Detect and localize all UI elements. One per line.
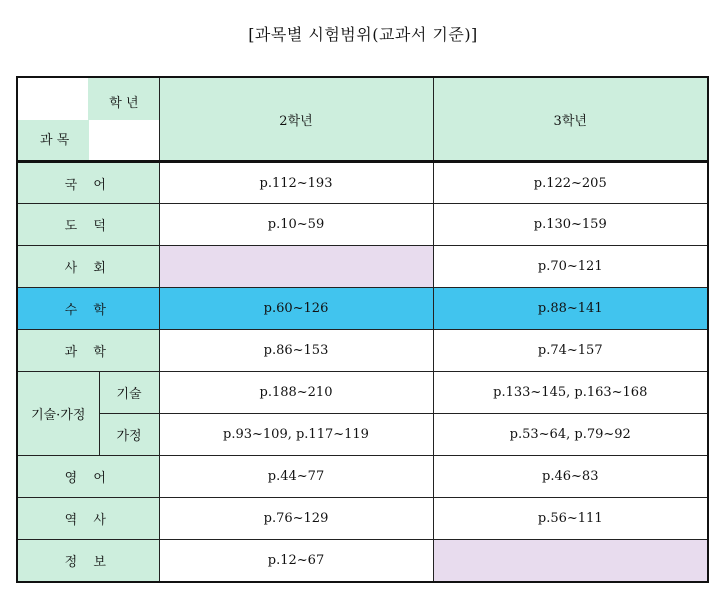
page-title: [과목별 시험범위(교과서 기준)] bbox=[248, 25, 478, 44]
subject-cell: 영 어 bbox=[17, 456, 159, 498]
subject-cell: 국 어 bbox=[17, 162, 159, 204]
table-row bbox=[17, 330, 708, 372]
table-row-highlighted bbox=[17, 288, 708, 330]
table-row bbox=[17, 204, 708, 246]
grade3-range: p.46~83 bbox=[433, 456, 708, 498]
grade3-header: 3학년 bbox=[433, 77, 708, 162]
table-row bbox=[17, 372, 708, 414]
subject-cell: 과 학 bbox=[17, 330, 159, 372]
grade2-header: 2학년 bbox=[159, 77, 433, 162]
subject-cell: 수 학 bbox=[17, 288, 159, 330]
table-row bbox=[17, 414, 708, 456]
grade2-range: p.44~77 bbox=[159, 456, 433, 498]
exam-range-table bbox=[16, 76, 709, 583]
subject-axis-label: 과 목 bbox=[40, 133, 70, 148]
grade3-range: p.130~159 bbox=[433, 204, 708, 246]
grade-axis-label: 학 년 bbox=[109, 96, 139, 111]
subject-cell: 도 덕 bbox=[17, 204, 159, 246]
grade2-range: p.93~109, p.117~119 bbox=[159, 414, 433, 456]
table-row bbox=[17, 162, 708, 204]
grade3-range: p.122~205 bbox=[433, 162, 708, 204]
grade3-range: p.133~145, p.163~168 bbox=[433, 372, 708, 414]
subject-cell: 역 사 bbox=[17, 498, 159, 540]
grade3-range: p.70~121 bbox=[433, 246, 708, 288]
grade3-range: p.88~141 bbox=[433, 288, 708, 330]
table-row bbox=[17, 540, 708, 582]
table-row bbox=[17, 456, 708, 498]
subject-cell: 기술 bbox=[99, 372, 159, 414]
subject-group-cell: 기술·가정 bbox=[17, 372, 99, 456]
grade2-range: p.12~67 bbox=[159, 540, 433, 582]
header-row bbox=[17, 77, 708, 162]
subject-cell: 정 보 bbox=[17, 540, 159, 582]
grade3-range: p.74~157 bbox=[433, 330, 708, 372]
grade2-range: p.188~210 bbox=[159, 372, 433, 414]
table-row bbox=[17, 246, 708, 288]
grade2-range: p.76~129 bbox=[159, 498, 433, 540]
grade2-range: p.10~59 bbox=[159, 204, 433, 246]
grade2-range: p.60~126 bbox=[159, 288, 433, 330]
grade3-range: p.56~111 bbox=[433, 498, 708, 540]
corner-cell bbox=[17, 77, 159, 162]
grade2-range: p.112~193 bbox=[159, 162, 433, 204]
grade2-range-empty bbox=[159, 246, 433, 288]
table-row bbox=[17, 498, 708, 540]
grade2-range: p.86~153 bbox=[159, 330, 433, 372]
subject-cell: 가정 bbox=[99, 414, 159, 456]
grade3-range-empty bbox=[433, 540, 708, 582]
subject-cell: 사 회 bbox=[17, 246, 159, 288]
grade3-range: p.53~64, p.79~92 bbox=[433, 414, 708, 456]
